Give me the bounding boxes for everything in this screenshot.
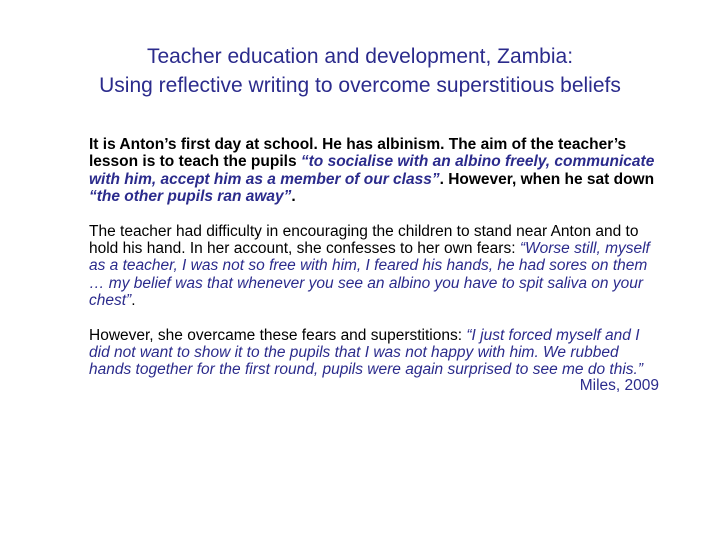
paragraph-1-text-1: It is Anton’s first day at school. He has albinism. The aim of the teacher’s lesson is to teach the pupils <box>89 136 627 171</box>
paragraph-1-quote-1: “to socialise with an albino freely, communicate with him, accept him as a member of our class” <box>89 153 655 188</box>
paragraph-3 <box>89 327 659 379</box>
paragraph-3-quote-1: “I just forced myself and I did not want to show it to the pupils that I was not happy with him. We rubbed hands together for the first round, pupils were again surprised to see me do this.” <box>89 326 643 379</box>
paragraph-2-quote-1: “Worse still, myself as a teacher, I was not so free with him, I feared his hands, he had sores on them … my belief was that whenever you see an albino you have to spit saliva on your chest” <box>89 240 650 310</box>
paragraph-1 <box>89 136 659 206</box>
slide-title <box>0 42 720 100</box>
title-line-2: Using reflective writing to overcome superstitious beliefs <box>99 74 621 97</box>
paragraph-1-text-2: . However, when he sat down <box>439 170 655 188</box>
paragraph-1-quote-2: “the other pupils ran away” <box>89 188 292 206</box>
paragraph-2 <box>89 223 659 310</box>
paragraph-3-text-1: However, she overcame these fears and superstitions: <box>89 326 467 344</box>
paragraph-1-text-3: . <box>291 188 296 206</box>
paragraph-2-text-1: The teacher had difficulty in encouraging the children to stand near Anton and to hold his hand. In her account, she confesses to her own fears: <box>89 222 639 258</box>
title-line-1: Teacher education and development, Zambia: <box>146 45 574 68</box>
slide-body <box>89 136 659 394</box>
paragraph-2-text-2: . <box>131 292 136 310</box>
citation: Miles, 2009 <box>579 376 659 394</box>
